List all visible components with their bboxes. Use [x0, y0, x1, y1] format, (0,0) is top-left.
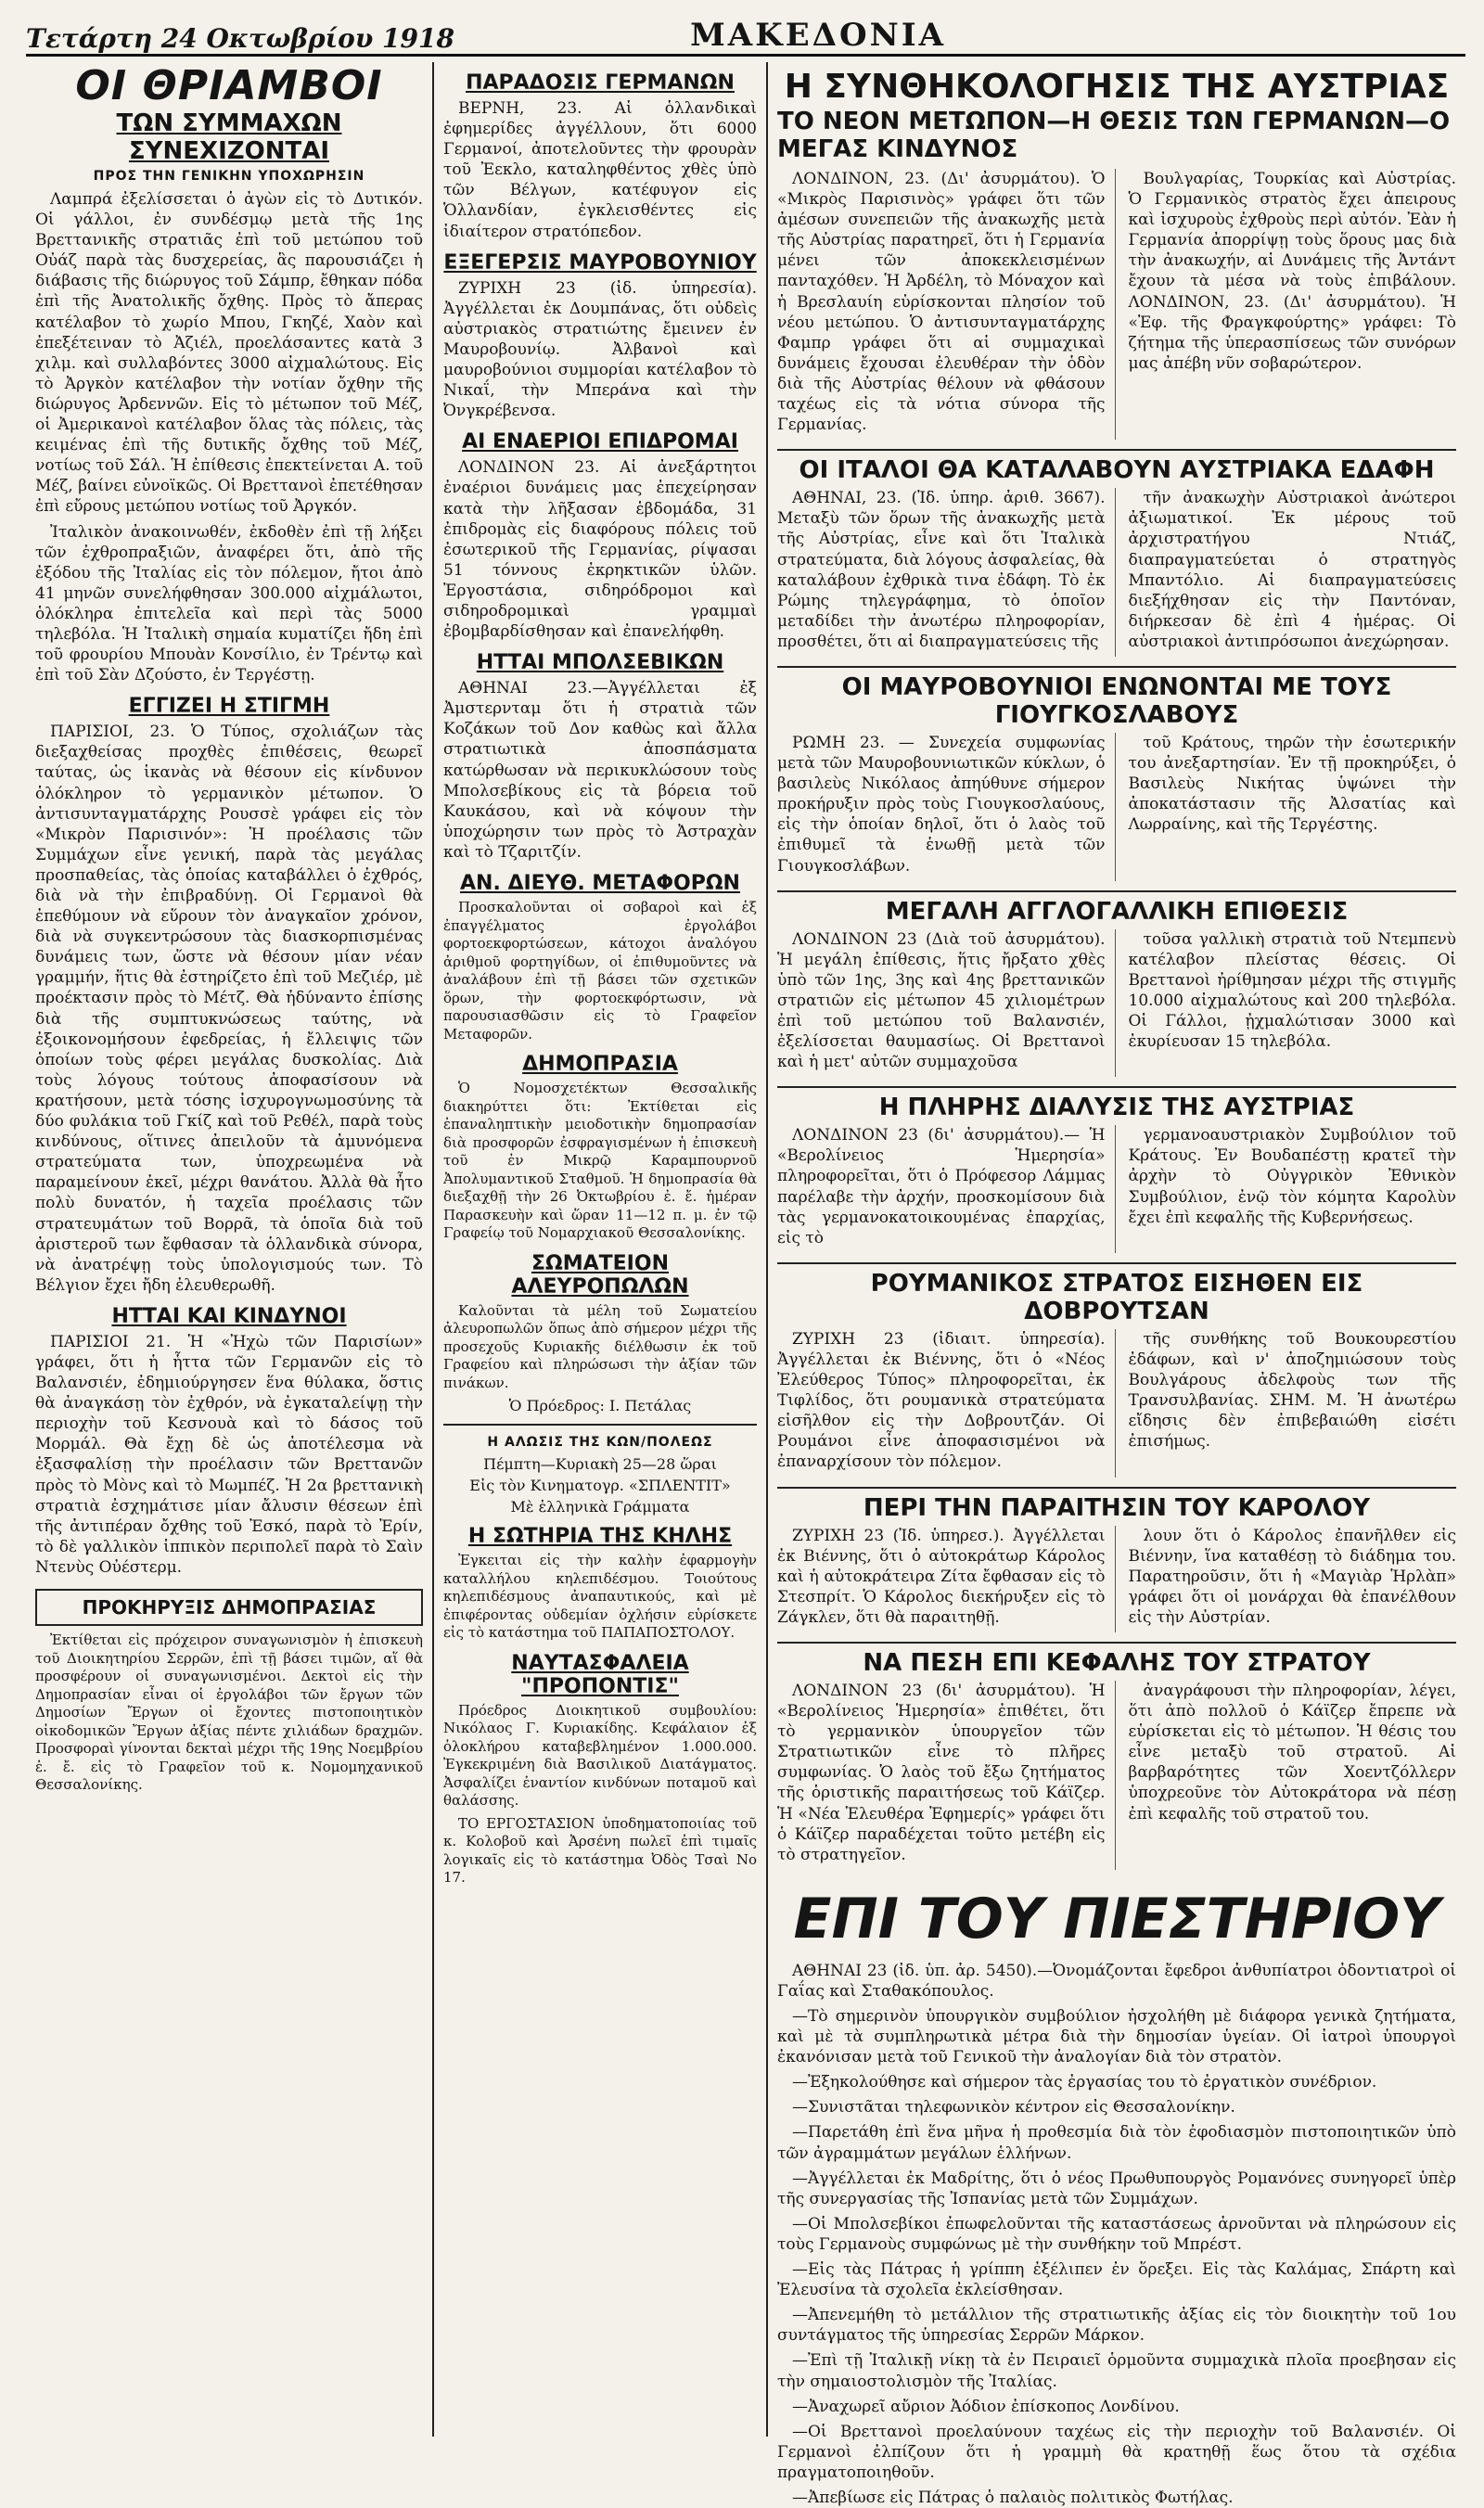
section-heading: ΗΤΤΑΙ ΜΠΟΛΣΕΒΙΚΩΝ: [476, 651, 724, 675]
news-item: —Συνιστᾶται τηλεφωνικὸν κέντρον εἰς Θεσσαλονίκην.: [792, 2098, 1235, 2118]
notice-paragraph: ΤΟ ΕΡΓΟΣΤΑΣΙΟΝ ὑποδηματοποιίας τοῦ κ. Κολοβοῦ καὶ Ἀρσένη πωλεῖ ἐπὶ τιμαῖς λογικαῖς εἰς τὸ κατάστημα Ὀδὸς Τσαὶ Νο 17.: [443, 1814, 757, 1886]
notice-paragraph: Καλοῦνται τὰ μέλη τοῦ Σωματείου ἀλευροπωλῶν ὅπως ἀπὸ σήμερον μέχρι τῆς προσεχοῦς Κυριακῆς διέλθωσιν ἐκ τοῦ Γραφείου καὶ πληρώσωσι τὴν ἀξίαν τῶν πινάκων.: [443, 1301, 757, 1391]
ad-line: Πέμπτη—Κυριακὴ 25—28 ὥραι: [483, 1455, 717, 1473]
news-item: —Εἰς τὰς Πάτρας ἡ γρίππη ἐξέλιπεν ἐν ὅρεξει. Εἰς τὰς Καλάμας, Σπάρτη καὶ Ἐλευσίνα τὰ σχολεῖα ἐκλείσθησαν.: [777, 2260, 1456, 2300]
article-paragraph: ΖΥΡΙΧΗ 23 (Ἰδ. ὑπηρεσ.). Ἀγγέλλεται ἐκ Βιέννης, ὅτι ὁ αὐτοκράτωρ Κάρολος καὶ ἡ αὐτοκράτειρα Ζίτα ἔφθασαν εἰς τὸ Στεσπρίτ. Ὁ Κάρολος διεκήρυξεν εἰς τὸ Ζάγκλεν, ὅτι θὰ παραιτηθῇ.: [777, 1526, 1106, 1627]
headline-triumphs: ΟΙ ΘΡΙΑΜΒΟΙ: [75, 62, 383, 109]
article-paragraph: ΠΑΡΙΣΙΟΙ, 23. Ὁ Τύπος, σχολιάζων τὰς διεξαχθείσας προχθὲς ἐπιθέσεις, θεωρεῖ ταύτας, ὡς ἱκανὰς νὰ θέσουν εἰς κίνδυνον ὁλόκληρον τὸ γερμανικὸν μέτωπον. Ὁ ἀντισυνταγματάρχης Ρουσσὲ γράφει εἰς τὸν «Μικρὸν Παρισινόν»: Ἡ προέλασις τῶν Συμμάχων εἶνε γενική, παρὰ τὰς μεγάλας προσπαθείας, τὰς ὁποίας καταβάλλει ὁ ἐχθρός, διὰ νὰ τὴν ἐπιβραδύνῃ. Οἱ Γερμανοὶ θὰ ἐπεθύμουν νὰ εὕρουν τὸν ἀναγκαῖον χρόνον, διὰ νὰ συγκεντρώσουν τὰς διασκορπισμένας δυνάμεις των, ὥστε νὰ θέσουν μίαν νέαν γραμμήν, ἥτις θὰ ἐστηρίζετο ἐπὶ τοῦ Μεζιέρ, μὲ προέκτασιν πρὸς τὸ Μέτζ. Θὰ ἠδύναντο ἐπίσης διὰ τῆς συμπτυκνώσεως ταύτης, νὰ ἐξοικονομήσουν ἐφεδρείας, ἡ ἔλλειψις τῶν ὁποίων τοὺς φέρει μεγάλας δυσκολίας. Διὰ τοὺς λόγους τούτους ἀποφασίσουν νὰ κρατήσουν, μετὰ τόσης ἰσχυρογνωμοσύνης τὰ δύο φυλάκια τοῦ Γκίζ καὶ τοῦ Ρεθέλ, παρὰ τοὺς κινδύνους, οἵτινες ἀπειλοῦν τὰ ἀμυνόμενα στρατεύματα των, ὑποχρεωμένα νὰ παραμείνουν ἐκεῖ, μέχρι θανάτου. Ἀλλὰ θὰ ἦτο πολὺ δυνατόν, ἡ ταχεῖα προέλασις τῶν στρατευμάτων τοῦ Βορρᾶ, τὰ ὁποῖα διὰ τοῦ ἀριστεροῦ των ἔφθασαν τὰ ὁλλανδικὰ σύνορα, νὰ ἀνατρέψῃ τοὺς ὑπολογισμούς των. Τὸ Βέλγιον ἔχει ἤδη ἐλευθερωθῆ.: [35, 723, 423, 1295]
newspaper-title: ΜΑΚΕΔΟΝΙΑ: [690, 17, 946, 54]
section-heading: ΑΝ. ΔΙΕΥΘ. ΜΕΤΑΦΟΡΩΝ: [460, 872, 740, 895]
headline-press: ΕΠΙ ΤΟΥ ΠΙΕΣΤΗΡΙΟΥ: [793, 1886, 1440, 1951]
notice-paragraph: Ἐκτίθεται εἰς πρόχειρον συναγωνισμὸν ἡ ἐπισκευὴ τοῦ Διοικητηρίου Σερρῶν, ἐπὶ τῇ βάσει τιμῶν, αἵ θὰ προσφέρουν οἱ συναγωνισμένοι. Δεκτοὶ εἰς τὴν Δημοπρασίαν εἶναι οἱ ἐργολάβοι τῶν ἔργων τῶν Δημοσίων Ἔργων οἱ ἔχοντες πιστοποιητικὸν οἰκοδομικῶν Ἔργων ἀξίας πέντε χιλιάδων δραχμῶν. Προσφοραὶ γίνονται δεκταὶ μέχρι τῆς 19ης Νοεμβρίου ἐ. ἔ. εἰς τὸ Γραφεῖον τοῦ κ. Νομομηχανικοῦ Θεσσαλονίκης.: [35, 1631, 423, 1793]
news-item: —Τὸ σημερινὸν ὑπουργικὸν συμβούλιον ἠσχολήθη μὲ διάφορα γενικὰ ζητήματα, καὶ μὲ τὰ συμπληρωτικὰ μέτρα διὰ τὴν δημοσίαν ὑγείαν. Οἱ ἰατροὶ ὑπουργοὶ ἐκανόνισαν μετὰ τοῦ Γενικοῦ τὴν ἀναλογίαν διὰ τὸν στρατὸν.: [777, 2007, 1456, 2067]
ad-line: Μὲ ἑλληνικὰ Γράμματα: [510, 1498, 690, 1516]
article-paragraph: Βουλγαρίας, Τουρκίας καὶ Αὐστρίας. Ὁ Γερμανικὸς στρατὸς ἔχει ἀπειρους καὶ ἰσχυροὺς ἐχθροὺς περὶ αὐτόν. Ἐὰν ἡ Γερμανία ἀπορρίψῃ τοὺς ὅρους μας διὰ τὴν ἀνακωχήν, αἱ Δυνάμεις τῆς Ἀντάντ ἔχουν τὰ μέσα νὰ τοὺς ἐπιβάλουν. ΛΟΝΔΙΝΟΝ, 23. (Δι' ἀσυρμάτου). Ἡ «Ἐφ. τῆς Φραγκφούρτης» γράφει: Τὸ ζήτημα τῆς ὑπερασπίσεως τῶν συνόρων μας ἀπέβη νῦν σοβαρώτερον.: [1128, 170, 1456, 373]
article-paragraph: ΛΟΝΔΙΝΟΝ 23 (Διὰ τοῦ ἀσυρμάτου). Ἡ μεγάλη ἐπίθεσις, ἥτις ἤρξατο χθὲς ὑπὸ τῶν 1ης, 3ης καὶ 4ης βρεττανικῶν στρατιῶν εἰς μέτωπον 45 χιλιομέτρων ἐπὶ τοῦ μετώπου τοῦ Βαλανσιέν, ἐξελίσσεται θαυμασίως. Οἱ Βρεττανοὶ καὶ ἡ μετ' αὐτῶν συμμαχοῦσα: [777, 929, 1106, 1072]
article-two-column: [777, 733, 1456, 881]
article-paragraph: ΛΟΝΔΙΝΟΝ, 23. (Δι' ἀσυρμάτου). Ὁ «Μικρὸς Παρισινὸς» γράφει ὅτι τῶν ἀμέσων συνεπειῶν τῆς ἀνακωχῆς μετὰ τῆς Αὐστρίας παρατηρεῖ, ὅτι ἡ Γερμανία μένει τῶν ἀποκεκλεισμένων πανταχόθεν. Ἡ Ἀρδέλη, τὸ Μόναχον καὶ ἡ Βρεσλαυίη εὑρίσκονται πλησίον τοῦ νέου μετώπου. Ὁ ἀντισυνταγματάρχης Φαμπρ γράφει ὅτι αἱ συμμαχικαὶ δυνάμεις ἔχουσαι ἐλευθέραν τὴν ὁδὸν διὰ τῆς Αὐστρίας θέλουν νὰ φθάσουν ταχέως εἰς τὰ νότια σύνορα τῆς Γερμανίας.: [777, 170, 1106, 435]
article-two-column: [777, 1526, 1456, 1632]
article-paragraph: τοῦ Κράτους, τηρῶν τὴν ἐσωτερικήν του ἀνεξαρτησίαν. Ἐν τῇ προκηρύξει, ὁ Βασιλεὺς Νικήτας ὑψώνει τὴν ἀποκατάστασιν τῆς Ἀλσατίας καὶ Λωρραίνης, καὶ τῆς Τεργέστης.: [1128, 733, 1456, 835]
news-item: —Ἀγγέλλεται ἐκ Μαδρίτης, ὅτι ὁ νέος Πρωθυπουργὸς Ρομανόνες συνηγορεῖ ὑπὲρ τῆς συνεργασίας τῆς Ἰσπανίας μετὰ τῶν Συμμάχων.: [777, 2169, 1456, 2208]
article-paragraph: Λαμπρά ἐξελίσσεται ὁ ἀγὼν εἰς τὸ Δυτικόν. Οἱ γάλλοι, ἐν συνδέσμῳ μετὰ τῆς 1ης Βρεττανικῆς στρατιᾶς ἐπὶ τοῦ μετώπου τοῦ Οὐάζ παρὰ τὰς δυσχερείας, ἃς παρουσιάζει ἡ διάβασις τῆς διώρυγος τοῦ Σάμπρ, ἔθηκαν πόδα ἐπὶ τῆς Ἀνατολικῆς ὄχθης. Πρὸς τὸ ἄπερας κατέλαβον τὸ χωρίο Μπου, Γκηζέ, Χαὸν καὶ ἐπεξέτειναν τὸ Ἀζιέλ, προελάσαντες κατὰ 3 χιλμ. καὶ συλλαβόντες 3000 αἰχμαλώτους. Εἰς τὸ Ἀργκὸν κατέλαβον τὴν νοτίαν ὄχθην τῆς διώρυγος Ἀρδεννῶν. Εἰς τὸ μέτωπον τοῦ Μέζ, οἱ Ἀμερικανοὶ κατέλαβον ὅλας τὰς πόλεις, τὰς κειμένας ἐπὶ τῆς δυτικῆς ὄχθης τοῦ Μέζ, νοτίως τοῦ Σάλ. Ἡ ἐπίθεσις ἐπεκτείνεται Α. τοῦ Μέζ, βαίνει εὐνοϊκῶς. Οἱ Βρεττανοὶ ἐπετέθησαν ἐπὶ εὔρους μετώπου νοτίως τοῦ Ἀργκόν.: [35, 190, 423, 517]
section-heading: Η ΑΛΩΣΙΣ ΤΗΣ ΚΩΝ/ΠΟΛΕΩΣ: [487, 1435, 713, 1450]
news-item: —Ἐξηκολούθησε καὶ σήμερον τὰς ἐργασίας του τὸ ἐργατικὸν συνέδριον.: [792, 2073, 1377, 2092]
article-paragraph: ΖΥΡΙΧΗ 23 (ἰδ. ὑπηρεσία). Ἀγγέλλεται ἐκ Δουμπάνας, ὅτι οὐδεὶς αὐστριακὸς στρατιώτης ἔμεινεν ἐν Μαυροβουνίῳ. Ἀλβανοὶ καὶ μαυροβούνιοι συμμορίαι κατέλαβον τὸ Νικαΐ, τὴν Μπεράνα καὶ τὴν Ὀνγκρέβενσα.: [443, 278, 757, 421]
notice-paragraph: Ἐγκειται εἰς τὴν καλὴν ἐφαρμογὴν καταλλήλου κηλεπιδέσμου. Τοιούτους κηλεπιδέσμους ἀναπαυτικούς, καὶ μὲ ἐπιφέροντας οὐδεμίαν ὀχλήσιν εὑρίσκετε εἰς τὸ κατάστημα τοῦ ΠΑΠΑΠΟΣΤΟΛΟΥ.: [443, 1552, 757, 1641]
section-heading: ΡΟΥΜΑΝΙΚΟΣ ΣΤΡΑΤΟΣ ΕΙΣΗΘΕΝ ΕΙΣ ΔΟΒΡΟΥΤΣΑΝ: [777, 1262, 1456, 1325]
headline-austria-sub: ΤΟ ΝΕΟΝ ΜΕΤΩΠΟΝ—Η ΘΕΣΙΣ ΤΩΝ ΓΕΡΜΑΝΩΝ—Ο ΜΕΓΑΣ ΚΙΝΔΥΝΟΣ: [777, 108, 1451, 163]
article-paragraph: ΠΑΡΙΣΙΟΙ 21. Ἡ «Ἠχὼ τῶν Παρισίων» γράφει, ὅτι ἡ ἧττα τῶν Γερμανῶν εἰς τὸ Βαλανσιέν, ἐδημιούργησεν ἕνα θύλακα, ὅστις θὰ ἀναγκάσῃ τὸν ἐχθρόν, νὰ ἐγκαταλείψῃ τὴν περιοχὴν τοῦ Κεσνουὰ καὶ τὸ δάσος τοῦ Μορμάλ. Θὰ ἔχῃ δὲ ὡς ἀποτέλεσμα νὰ ἐξασφαλίσῃ τὴν προέλασιν τῶν Βρεττανῶν πρὸς τὸ Μὸνς καὶ τὸ Μωμπέζ. Ἡ 2α βρεττανικὴ στρατιὰ ἐσχημάτισε μίαν ἄλυσιν θέσεων ἐπὶ τῆς ἀντιπέραν ὄχθης τοῦ Ἐσκό, παρὰ τὸ Ἐρίν, τὸ δὲ γαλλικὸν ἱππικὸν περιπολεῖ παρὰ τὸ Σαὶν Ντενὺς Οὐέστερμ.: [35, 1332, 423, 1577]
news-item: —Ἐπὶ τῇ Ἰταλικῇ νίκῃ τὰ ἐν Πειραιεῖ ὁρμοῦντα συμμαχικὰ πλοῖα προεβησαν εἰς τὴν σημαιοστολισμὸν τῆς Ἰταλίας.: [777, 2351, 1456, 2391]
column-3: [768, 62, 1465, 2507]
article-paragraph: ἀναγράφουσι τὴν πληροφορίαν, λέγει, ὅτι ἀπὸ πολλοῦ ὁ Κάϊζερ ἔπρεπε νὰ εὑρίσκεται εἰς τὸ μέτωπον. Ἡ θέσις του εἶνε μεταξὺ τοῦ στρατοῦ. Αἱ βαρβαρότητες τῶν Χοεντζόλλερν ὑποχρεοῦνε τὸν Αὐτοκράτορα νὰ πέσῃ ἐπὶ κεφαλῆς τοῦ στρατοῦ του.: [1128, 1681, 1456, 1823]
masthead: [26, 13, 1465, 57]
news-item: —Παρετάθη ἐπὶ ἕνα μῆνα ἡ προθεσμία διὰ τὸν ἐφοδιασμὸν πιστοποιητικῶν ὑπὸ τῶν ἀγραμμάτων μεγάλων ἑλλήνων.: [777, 2123, 1456, 2163]
section-heading: ΝΑ ΠΕΣΗ ΕΠΙ ΚΕΦΑΛΗΣ ΤΟΥ ΣΤΡΑΤΟΥ: [777, 1642, 1456, 1677]
article-paragraph: ΛΟΝΔΙΝΟΝ 23 (δι' ἀσυρμάτου). Ἡ «Βερολίνειος Ἡμερησία» ἐπιθέτει, ὅτι τὸ γερμανικὸν ὑπουργεῖον τῶν Στρατιωτικῶν εἶνε τὸ πλῆρες συμφωνίας. Ὁ λαὸς τοῦ ἔξω ζητήματος τῆς ὁριστικῆς παραιτήσεως τοῦ Κάϊζερ. Ἡ «Νέα Ἐλευθέρα Ἐφημερίς» γράφει ὅτι ὁ Κάϊζερ παραδέχεται τοῦτο μετέβη εἰς τὸ στρατηγεῖον.: [777, 1681, 1106, 1864]
section-heading: ΕΞΕΓΕΡΣΙΣ ΜΑΥΡΟΒΟΥΝΙΟΥ: [443, 250, 757, 275]
section-heading: ΜΕΓΑΛΗ ΑΓΓΛΟΓΑΛΛΙΚΗ ΕΠΙΘΕΣΙΣ: [777, 890, 1456, 926]
news-item: —Ἀπενεμήθη τὸ μετάλλιον τῆς στρατιωτικῆς ἀξίας εἰς τὸν διοικητὴν τοῦ 1ου συντάγματος τῆς ὑπηρεσίας Σερρῶν Μάρκον.: [777, 2306, 1456, 2346]
news-item: —Ἀπεβίωσε εἰς Πάτρας ὁ παλαιὸς πολιτικὸς Φωτήλας.: [792, 2488, 1234, 2507]
section-heading: ΣΩΜΑΤΕΙΟΝ ΑΛΕΥΡΟΠΩΛΩΝ: [511, 1251, 689, 1299]
article-paragraph: λουν ὅτι ὁ Κάρολος ἐπανῆλθεν εἰς Βιέννην, ἵνα καταθέσῃ τὸ διάδημα του. Παρατηροῦσιν, ὅτι ἡ «Μαγιὰρ Ἡρλὰπ» γράφει ὅτι οἱ μονάρχαι θὰ ἐπανέλθουν εἰς τὴν Αὐστρίαν.: [1128, 1526, 1456, 1627]
section-heading: ΝΑΥΤΑΣΦΑΛΕΙΑ "ΠΡΟΠΟΝΤΙΣ": [511, 1651, 689, 1698]
news-item: —Ἀναχωρεῖ αὔριον Ἀόδιον ἐπίσκοπος Λονδίνου.: [792, 2397, 1180, 2416]
article-paragraph: γερμανοαυστριακὸν Συμβούλιον τοῦ Κράτους. Ἐν Βουδαπέστῃ κρατεῖ τὴν ἀρχὴν τὸ Οὐγγρικὸν Ἐθνικὸν Συμβούλιον, ἐνῷ τὸν κόμητα Καρολὺν ἔχει ἐπὶ κεφαλῆς τῆς Κυβερνήσεως.: [1128, 1126, 1456, 1227]
article-two-column: [777, 1681, 1456, 1870]
section-heading: ΗΤΤΑΙ ΚΑΙ ΚΙΝΔΥΝΟΙ: [111, 1304, 347, 1328]
article-paragraph: ΒΕΡΝΗ, 23. Αἱ ὁλλανδικαὶ ἐφημερίδες ἀγγέλλουν, ὅτι 6000 Γερμανοί, ἀποτελοῦντες τὴν φρουρὰν τοῦ Ἐεκλο, καταληφθέντος χθὲς ὑπὸ τῶν Βέλγων, κατέφυγον εἰς Ὁλλανδίαν, ἐγκλεισθέντες εἰς ἰδιαίτερον στρατόπεδον.: [443, 99, 757, 241]
news-item: —Οἱ Μπολσεβίκοι ἐπωφελοῦνται τῆς καταστάσεως ἀρνοῦνται νὰ πληρώσουν εἰς τοὺς Γερμανοὺς συμφώνως μὲ τὴν συνθήκην τοῦ Μπρέστ.: [777, 2214, 1456, 2254]
article-paragraph: ΖΥΡΙΧΗ 23 (ἰδιαιτ. ὑπηρεσία). Ἀγγέλλεται ἐκ Βιέννης, ὅτι ὁ «Νέος Ἐλεύθερος Τύπος» πληροφορεῖται, ἐκ Τιφλίδος, ὅτι ρουμανικὰ στρατεύματα εἰσῆλθον εἰς τὴν Δοβρουτζάν. Οἱ Ρουμάνοι εἶνε ἀποφασισμένοι νὰ ἐπαναρχίσουν τὸν πόλεμον.: [777, 1329, 1106, 1472]
section-heading: ΕΓΓΙΖΕΙ Η ΣΤΙΓΜΗ: [128, 695, 330, 719]
section-heading: Η ΣΩΤΗΡΙΑ ΤΗΣ ΚΗΛΗΣ: [467, 1525, 733, 1548]
article-paragraph: ΛΟΝΔΙΝΟΝ 23. Αἱ ἀνεξάρτητοι ἐναέριοι δυνάμεις μας ἐπεχείρησαν κατὰ τὴν λῆξασαν ἑβδομάδα, 31 ἐπιδρομὰς εἰς διαφόρους πόλεις τοῦ ἐσωτερικοῦ τῆς Γερμανίας, ρίψασαι 51 τόννους ἐκρηκτικῶν ὑλῶν. Ἐργοστάσια, σιδηρόδρομοι καὶ σιδηροδρομικαὶ γραμμαὶ ἐβομβαρδίσθησαν καὶ ἐπανελήφθη.: [443, 458, 757, 642]
article-paragraph: τῆς συνθήκης τοῦ Βουκουρεστίου ἐδάφων, καὶ ν' ἀποζημιώσουν τοὺς Βουλγάρους ἀδελφοὺς των τῆς Τρανσυλβανίας. ΣΗΜ. Μ. Ἡ ἀνωτέρω εἴδησις δὲν ἐπιβεβαιώθη εἰσέτι ἐπισήμως.: [1128, 1329, 1456, 1452]
article-paragraph: ΑΘΗΝΑΙ 23.—Ἀγγέλλεται ἐξ Ἀμστερνταμ ὅτι ἡ στρατιὰ τῶν Κοζάκων τοῦ Δον καθὼς καὶ ἄλλα στρατιωτικὰ ἀποσπάσματα κατώρθωσαν νὰ περικυκλώσουν τοὺς Μπολσεβίκους εἰς τὰ βόρεια τοῦ Καυκάσου, καὶ νὰ κόψουν τὴν ὑποχώρησιν των πρὸς τὸ Ἀστραχὰν καὶ τὸ Τζαριτζίν.: [443, 679, 757, 862]
article-paragraph: τῆν ἀνακωχὴν Αὐστριακοὶ ἀνώτεροι ἀξιωματικοί. Ἐκ μέρους τοῦ ἀρχιστρατήγου Ντιάζ, διαπραγματεύεται ὁ στρατηγὸς Μπαντόλιο. Αἱ διαπραγματεύσεις διεξήχθησαν εἰς τὴν Παντόναν, διήρκεσαν δὲ ἐπὶ 4 ἡμέρας. Οἱ αὐστριακοὶ ἀντιπρόσωποι ἀνεχώρησαν.: [1128, 489, 1456, 651]
article-paragraph: ΛΟΝΔΙΝΟΝ 23 (δι' ἀσυρμάτου).— Ἡ «Βερολίνειος Ἡμερησία» πληροφορεῖται, ὅτι ὁ Πρόφεσορ Λάμμας παρέλαβε τὴν ἀρχήν, προσκομίσουν διὰ τὰς γερμανοκατοικουμένας ἐπαρχίας, εἰς τὸ: [777, 1126, 1106, 1248]
news-item: —Οἱ Βρεττανοὶ προελαύνουν ταχέως εἰς τὴν περιοχὴν τοῦ Βαλανσιέν. Οἱ Γερμανοὶ ἐλπίζουν ὅτι ἡ γραμμὴ θὰ κρατηθῇ ἕως ὅτου τὰ σχέδια πραγματοποιηθοῦν.: [777, 2422, 1456, 2482]
article-two-column: [777, 169, 1456, 440]
article-two-column: [777, 929, 1456, 1078]
column-1: [26, 62, 434, 2437]
section-heading: ΔΗΜΟΠΡΑΣΙΑ: [522, 1053, 678, 1076]
article-paragraph: ΑΘΗΝΑΙ, 23. (Ἰδ. ὑπηρ. ἀριθ. 3667). Μεταξὺ τῶν ὅρων τῆς ἀνακωχῆς μετὰ τῆς Αὐστρίας, εἶνε καὶ ὅτι Ἰταλικὰ στρατεύματα, διὰ λόγους ἀσφαλείας, θὰ καταλάβουν ἐχθρικὰ τινα ἐδάφη. Τὸ ἐκ Ρώμης τηλεγράφημα, τὸ ὁποῖον μεταδίδει τὴν ἀνωτέρω πληροφορίαν, προσθέτει, ὅτι αἱ διαπραγματεύσεις τῆς: [777, 489, 1106, 651]
headline-austria: Η ΣΥΝΘΗΚΟΛΟΓΗΣΙΣ ΤΗΣ ΑΥΣΤΡΙΑΣ: [784, 68, 1450, 106]
issue-date: Τετάρτη 24 Οκτωβρίου 1918: [26, 23, 454, 54]
section-heading: ΟΙ ΙΤΑΛΟΙ ΘΑ ΚΑΤΑΛΑΒΟΥΝ ΑΥΣΤΡΙΑΚΑ ΕΔΑΦΗ: [777, 449, 1456, 484]
section-heading: ΠΡΟΚΗΡΥΞΙΣ ΔΗΜΟΠΡΑΣΙΑΣ: [35, 1589, 423, 1626]
news-item: ΑΘΗΝΑΙ 23 (ἰδ. ὑπ. ἀρ. 5450).—Ὀνομάζονται ἔφεδροι ἀνθυπίατροι ὀδοντιατροὶ οἱ Γαΐας καὶ Σταθακόπουλος.: [777, 1961, 1456, 2001]
columns: [26, 62, 1465, 2507]
column-2: [434, 62, 768, 2437]
headline-triumphs-sub: ΤΩΝ ΣΥΜΜΑΧΩΝ ΣΥΝΕΧΙΖΟΝΤΑΙ: [116, 109, 342, 165]
notice-paragraph: Πρόεδρος Διοικητικοῦ συμβουλίου: Νικόλαος Γ. Κυριακίδης. Κεφάλαιον ἐξ ὁλοκλήρου καταβεβλημένον 1.000.000. Ἐγκεκριμένη διὰ Βασιλικοῦ Διατάγματος. Ἀσφαλίζει ἐναντίον κινδύνων ποταμοῦ καὶ θαλάσσης.: [443, 1701, 757, 1809]
notice-paragraph: Προσκαλοῦνται οἱ σοβαροὶ καὶ ἐξ ἐπαγγέλματος ἐργολάβοι φορτοεκφορτώσεων, κάτοχοι ἀναλόγου ἀριθμοῦ φορτηγίδων, οἱ ἐπιθυμοῦντες νὰ ἀναλάβουν ἐπὶ τῇ βάσει τῶν σχετικῶν ὅρων, τὴν φορτοεκφόρτωσιν, νὰ παρουσιασθῶσιν εἰς τὸ Γραφεῖον Μεταφορῶν.: [443, 899, 757, 1043]
section-heading: ΠΑΡΑΔΟΣΙΣ ΓΕΡΜΑΝΩΝ: [466, 71, 735, 95]
section-heading: ΑΙ ΕΝΑΕΡΙΟΙ ΕΠΙΔΡΟΜΑΙ: [462, 430, 738, 454]
article-paragraph: Ἰταλικὸν ἀνακοινωθέν, ἐκδοθὲν ἐπὶ τῇ λήξει τῶν ἐχθροπραξιῶν, ἀναφέρει ὅτι, ἀπὸ τῆς ἐξόδου τῆς Ἰταλίας εἰς τὸν πόλεμον, ἤτοι ἀπὸ 41 μηνῶν συνελήφθησαν 300.000 αἰχμάλωτοι, ὁλόκληρα ἐπιτελεῖα καὶ περὶ τὰς 5000 τηλεβόλα. Ἡ Ἰταλικὴ σημαία κυματίζει ἤδη ἐπὶ τοῦ φρουρίου Μπουὰν Κονσίλιο, ἐν Τρέντῳ καὶ ἐπὶ τοῦ Σὰν Δζούστο, ἐν Τεργέστῃ.: [35, 522, 423, 685]
ad-line: Εἰς τὸν Κινηματογρ. «ΣΠΛΕΝΤΙΤ»: [469, 1477, 731, 1494]
article-two-column: [777, 1125, 1456, 1253]
notice-paragraph: Ὁ Νομοσχετέκτων Θεσσαλικῆς διακηρύττει ὅτι: Ἐκτίθεται εἰς ἐπαναληπτικὴν μειοδοτικὴν δημοπρασίαν διὰ προσφορῶν ἐσφραγισμένων ἡ ἐπισκευὴ τοῦ ἐν Μικρῷ Καραμπουρνοῦ Ἀπολυμαντικοῦ Σταθμοῦ. Ἡ δημοπρασία θὰ διεξαχθῇ τὴν 26 Ὀκτωβρίου ἐ. ἔ. ἡμέραν Παρασκευὴν καὶ ὥραν 11—12 π. μ. ἐν τῷ Γραφείῳ τοῦ Νομαρχιακοῦ Θεσσαλονίκης.: [443, 1080, 757, 1241]
section-heading: Η ΠΛΗΡΗΣ ΔΙΑΛΥΣΙΣ ΤΗΣ ΑΥΣΤΡΙΑΣ: [777, 1086, 1456, 1121]
article-two-column: [777, 1329, 1456, 1478]
section-heading: ΟΙ ΜΑΥΡΟΒΟΥΝΙΟΙ ΕΝΩΝΟΝΤΑΙ ΜΕ ΤΟΥΣ ΓΙΟΥΓΚΟΣΛΑΒΟΥΣ: [777, 666, 1456, 729]
article-paragraph: ΡΩΜΗ 23. — Συνεχεία συμφωνίας μετὰ τῶν Μαυροβουνιωτικῶν κύκλων, ὁ βασιλεὺς Νικόλαος ἀπηύθυνε σήμερον προκήρυξιν πρὸς τοὺς Γιουγκοσλαύους, εἰς τὴν ὁποίαν δηλοῖ, ὅτι ὁ λαὸς τοῦ ἐπιθυμεῖ τὰ ἑνωθῇ μετὰ τῶν Γιουγκοσλάβων.: [777, 733, 1106, 876]
divider: [443, 1424, 757, 1426]
signature: Ὁ Πρόεδρος: Ι. Πετάλας: [508, 1397, 692, 1414]
section-heading: ΠΕΡΙ ΤΗΝ ΠΑΡΑΙΤΗΣΙΝ ΤΟΥ ΚΑΡΟΛΟΥ: [777, 1487, 1456, 1522]
article-paragraph: τοῦσα γαλλικὴ στρατιὰ τοῦ Ντεμπενὺ κατέλαβον πλείστας θέσεις. Οἱ Βρεττανοὶ ἠρίθμησαν μέχρι τῆς στιγμῆς 10.000 αἰχμαλώτους καὶ 200 τηλεβόλα. Οἱ Γάλλοι, ᾐχμαλώτισαν 3000 καὶ ἐκυρίευσαν 15 τηλεβόλα.: [1128, 929, 1456, 1052]
headline-triumphs-kicker: ΠΡΟΣ ΤΗΝ ΓΕΝΙΚΗΝ ΥΠΟΧΩΡΗΣΙΝ: [93, 169, 365, 184]
article-two-column: [777, 488, 1456, 657]
